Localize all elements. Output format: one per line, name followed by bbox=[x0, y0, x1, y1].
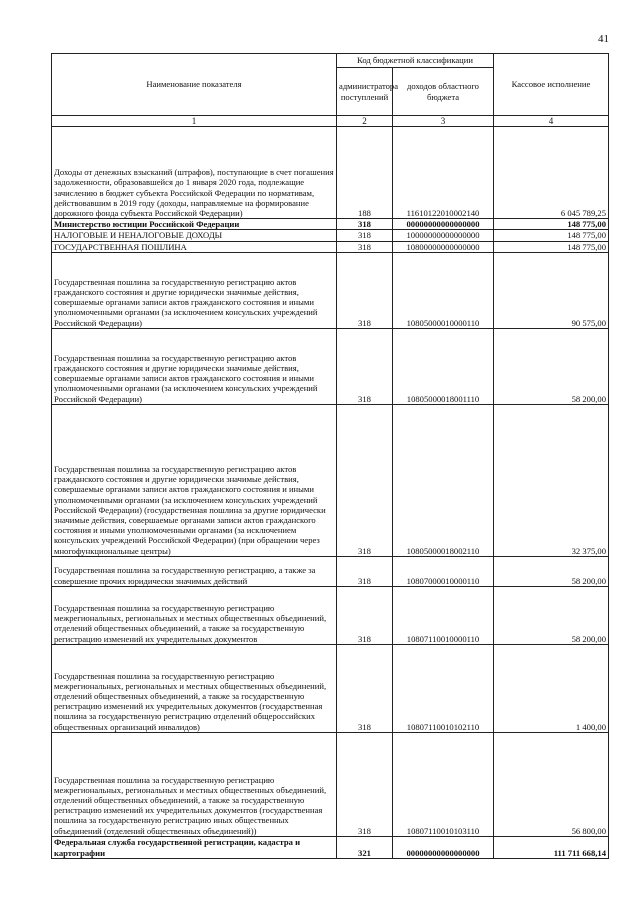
page-number: 41 bbox=[598, 33, 609, 45]
row-admin-code: 318 bbox=[337, 586, 393, 644]
table-body bbox=[52, 127, 609, 859]
row-income-code: 10807000010000110 bbox=[393, 556, 494, 586]
row-admin-code: 321 bbox=[337, 836, 393, 858]
row-amount: 90 575,00 bbox=[494, 252, 609, 328]
row-admin-code: 318 bbox=[337, 328, 393, 404]
col-number-1: 1 bbox=[52, 116, 337, 127]
row-amount: 58 200,00 bbox=[494, 328, 609, 404]
row-income-code: 00000000000000000 bbox=[393, 836, 494, 858]
row-amount: 148 775,00 bbox=[494, 219, 609, 230]
row-income-code: 10807110010102110 bbox=[393, 644, 494, 732]
table-row bbox=[52, 586, 609, 644]
col-number-3: 3 bbox=[393, 116, 494, 127]
col-number-4: 4 bbox=[494, 116, 609, 127]
col-number-2: 2 bbox=[337, 116, 393, 127]
row-admin-code: 318 bbox=[337, 404, 393, 556]
table-row bbox=[52, 252, 609, 328]
row-amount: 111 711 668,14 bbox=[494, 836, 609, 858]
row-name: НАЛОГОВЫЕ И НЕНАЛОГОВЫЕ ДОХОДЫ bbox=[52, 230, 337, 241]
table-row bbox=[52, 230, 609, 241]
budget-execution-table bbox=[51, 53, 609, 859]
row-name: Государственная пошлина за государственную регистрацию, а также за совершение прочих юридически значимых действий bbox=[52, 556, 337, 586]
table-row bbox=[52, 219, 609, 230]
row-name: Государственная пошлина за государственную регистрацию межрегиональных, региональных и местных общественных объединений, отделений общественных объединений, а также за государственную регистрацию изменений их учредительных документов (государственная пошлина за государственную регистрацию иных общественных объединений (отделений общественных объединений)) bbox=[52, 732, 337, 836]
row-income-code: 10805000018002110 bbox=[393, 404, 494, 556]
row-admin-code: 318 bbox=[337, 252, 393, 328]
header-administrator: администратора поступлений bbox=[337, 68, 393, 116]
row-name: Государственная пошлина за государственную регистрацию актов гражданского состояния и другие юридически значимые действия, совершаемые органами записи актов гражданского состояния и иными уполномоченными органами (за исключением консульских учреждений Российской Федерации) (государственная пошлина за другие юридически значимые действия, совершаемые органами записи актов гражданского состояния и иными уполномоченными органами (за исключением консульских учреждений Российской Федерации) (при обращении через многофункциональные центры) bbox=[52, 404, 337, 556]
row-name: Доходы от денежных взысканий (штрафов), поступающие в счет погашения задолженности, образовавшейся до 1 января 2020 года, подлежащие зачислению в бюджет субъекта Российской Федерации по нормативам, действовавшим в 2019 году (доходы, направляемые на формирование дорожного фонда субъекта Российской Федерации) bbox=[52, 127, 337, 219]
row-admin-code: 318 bbox=[337, 219, 393, 230]
row-admin-code: 318 bbox=[337, 732, 393, 836]
row-amount: 56 800,00 bbox=[494, 732, 609, 836]
header-cash-execution: Кассовое исполнение bbox=[494, 54, 609, 116]
row-income-code: 10807110010000110 bbox=[393, 586, 494, 644]
row-income-code: 10805000010000110 bbox=[393, 252, 494, 328]
header-indicator-name: Наименование показателя bbox=[52, 54, 337, 116]
row-admin-code: 188 bbox=[337, 127, 393, 219]
row-name: Государственная пошлина за государственную регистрацию актов гражданского состояния и другие юридически значимые действия, совершаемые органами записи актов гражданского состояния и иными уполномоченными органами (за исключением консульских учреждений Российской Федерации) bbox=[52, 252, 337, 328]
header-bcc-group: Код бюджетной классификации bbox=[337, 54, 494, 68]
row-name: Государственная пошлина за государственную регистрацию межрегиональных, региональных и местных общественных объединений, отделений общественных объединений, а также за государственную регистрацию изменений их учредительных документов (государственная пошлина за государственную регистрацию отделений общероссийских общественных организаций инвалидов) bbox=[52, 644, 337, 732]
table-row bbox=[52, 404, 609, 556]
table-row bbox=[52, 241, 609, 252]
row-income-code: 10000000000000000 bbox=[393, 230, 494, 241]
row-income-code: 00000000000000000 bbox=[393, 219, 494, 230]
row-name: Государственная пошлина за государственную регистрацию актов гражданского состояния и другие юридически значимые действия, совершаемые органами записи актов гражданского состояния и иными уполномоченными органами (за исключением консульских учреждений Российской Федерации) bbox=[52, 328, 337, 404]
row-amount: 6 045 789,25 bbox=[494, 127, 609, 219]
row-income-code: 10800000000000000 bbox=[393, 241, 494, 252]
table-row bbox=[52, 127, 609, 219]
row-admin-code: 318 bbox=[337, 241, 393, 252]
table-row bbox=[52, 836, 609, 858]
row-admin-code: 318 bbox=[337, 230, 393, 241]
row-amount: 58 200,00 bbox=[494, 556, 609, 586]
table-row bbox=[52, 328, 609, 404]
row-name: Государственная пошлина за государственную регистрацию межрегиональных, региональных и местных общественных объединений, отделений общественных объединений, а также за государственную регистрацию изменений их учредительных документов bbox=[52, 586, 337, 644]
row-name: Федеральная служба государственной регистрации, кадастра и картографии bbox=[52, 836, 337, 858]
row-amount: 32 375,00 bbox=[494, 404, 609, 556]
row-income-code: 10805000018001110 bbox=[393, 328, 494, 404]
row-name: Министерство юстиции Российской Федерации bbox=[52, 219, 337, 230]
row-amount: 148 775,00 bbox=[494, 230, 609, 241]
row-income-code: 10807110010103110 bbox=[393, 732, 494, 836]
row-income-code: 11610122010002140 bbox=[393, 127, 494, 219]
table-row bbox=[52, 556, 609, 586]
row-amount: 1 400,00 bbox=[494, 644, 609, 732]
table-row bbox=[52, 644, 609, 732]
row-amount: 148 775,00 bbox=[494, 241, 609, 252]
table-row bbox=[52, 732, 609, 836]
row-name: ГОСУДАРСТВЕННАЯ ПОШЛИНА bbox=[52, 241, 337, 252]
row-amount: 58 200,00 bbox=[494, 586, 609, 644]
row-admin-code: 318 bbox=[337, 644, 393, 732]
header-income: доходов областного бюджета bbox=[393, 68, 494, 116]
row-admin-code: 318 bbox=[337, 556, 393, 586]
